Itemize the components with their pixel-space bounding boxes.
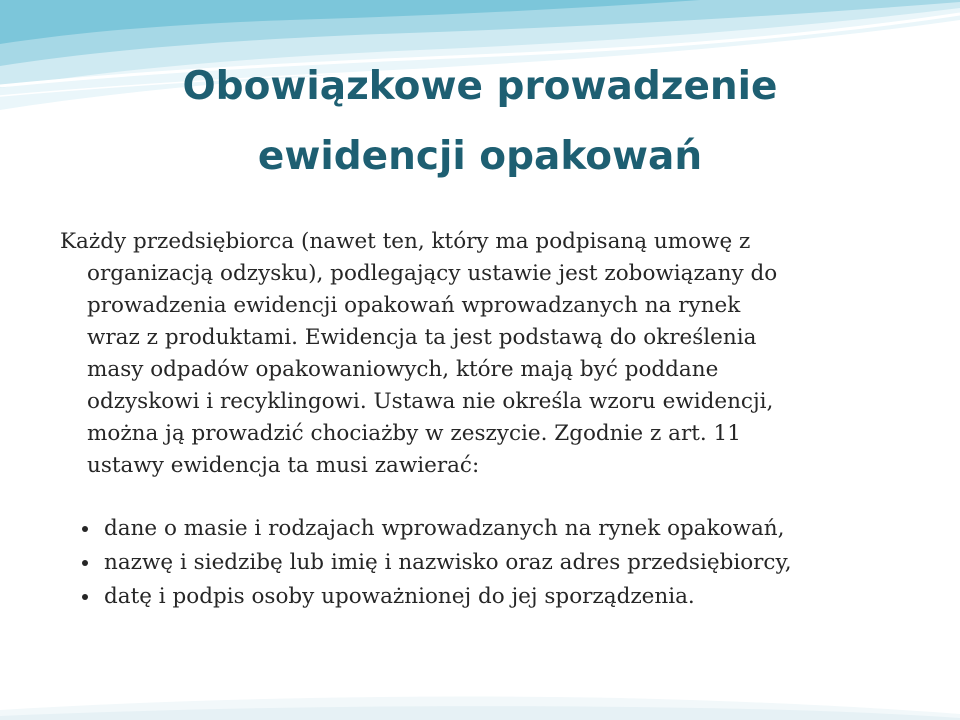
bullet-list bbox=[82, 512, 942, 614]
paragraph-line: można ją prowadzić chociażby w zeszycie. Zgodnie z art. 11 bbox=[87, 421, 741, 446]
paragraph-line: odzyskowi i recyklingowi. Ustawa nie określa wzoru ewidencji, bbox=[87, 389, 774, 414]
slide-title bbox=[0, 52, 960, 192]
paragraph-line: prowadzenia ewidencji opakowań wprowadzanych na rynek bbox=[87, 293, 741, 318]
paragraph-line: Każdy przedsiębiorca (nawet ten, który ma podpisaną umowę z bbox=[60, 229, 751, 254]
list-item-text: dane o masie i rodzajach wprowadzanych na rynek opakowań, bbox=[104, 516, 785, 541]
list-item-text: datę i podpis osoby upoważnionej do jej sporządzenia. bbox=[104, 584, 695, 609]
paragraph-line: masy odpadów opakowaniowych, które mają być poddane bbox=[87, 357, 719, 382]
body-paragraph bbox=[60, 226, 890, 482]
bullet-dot-icon bbox=[82, 526, 88, 532]
list-item-text: nazwę i siedzibę lub imię i nazwisko oraz adres przedsiębiorcy, bbox=[104, 550, 792, 575]
list-item bbox=[82, 546, 942, 580]
footer-wave-decoration bbox=[0, 680, 960, 720]
bullet-dot-icon bbox=[82, 560, 88, 566]
bullet-dot-icon bbox=[82, 594, 88, 600]
list-item bbox=[82, 512, 942, 546]
paragraph-line: organizacją odzysku), podlegający ustawie jest zobowiązany do bbox=[87, 261, 778, 286]
slide-title-line-2: ewidencji opakowań bbox=[257, 134, 703, 179]
slide-title-line-1: Obowiązkowe prowadzenie bbox=[182, 64, 778, 109]
paragraph-line: ustawy ewidencja ta musi zawierać: bbox=[87, 453, 480, 478]
list-item bbox=[82, 580, 942, 614]
paragraph-line: wraz z produktami. Ewidencja ta jest podstawą do określenia bbox=[87, 325, 757, 350]
